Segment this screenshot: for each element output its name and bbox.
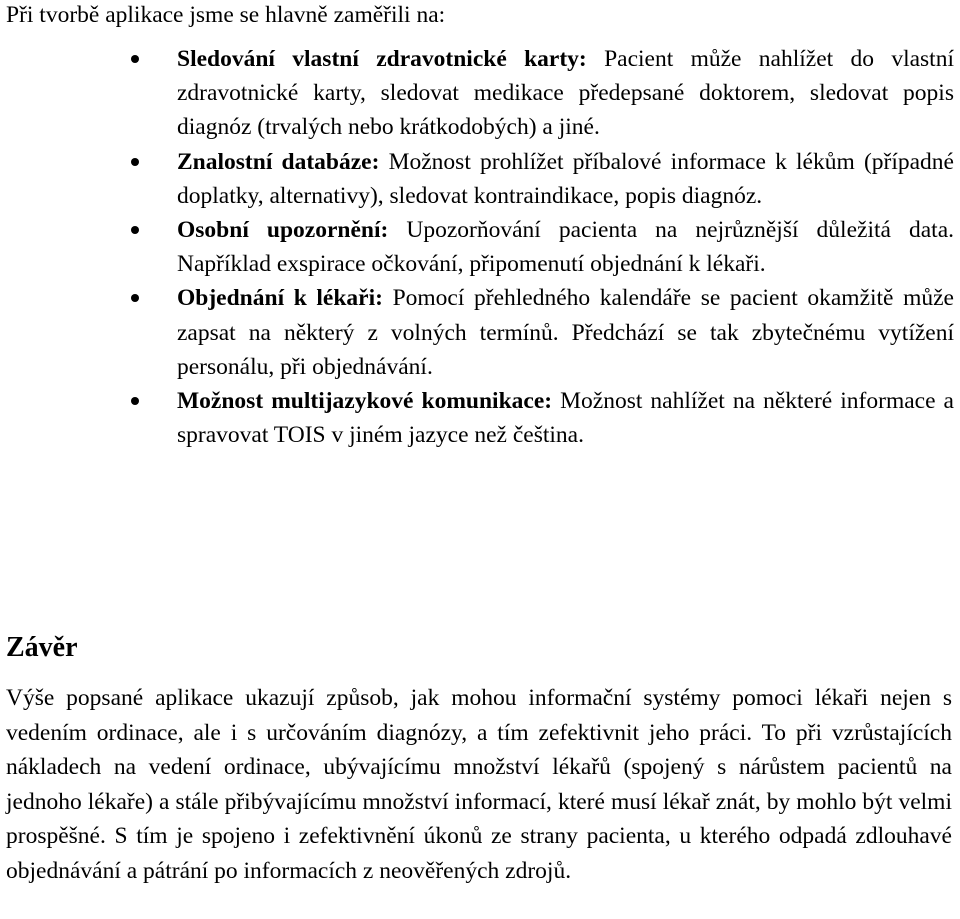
conclusion-heading: Závěr	[6, 632, 78, 663]
feature-description: Možnost prohlížet příbalové informace k lékům (případné doplatky, alternativy), sledovat kontraindikace, popis diagnóz.	[177, 148, 954, 209]
feature-term: Možnost multijazykové komunikace:	[177, 388, 561, 415]
feature-list	[0, 42, 960, 452]
feature-description: Pacient může nahlížet do vlastní zdravotnické karty, sledovat medikace předepsané doktorem, sledovat popis diagnóz (trvalých nebo krátkodobých) a jiné.	[177, 46, 954, 141]
feature-item	[0, 281, 954, 384]
bullet-icon	[131, 158, 139, 166]
bullet-icon	[131, 226, 139, 234]
conclusion-paragraph: Výše popsané aplikace ukazují způsob, jak mohou informační systémy pomoci lékaři nejen s vedením ordinace, ale i s určováním diagnózy, a tím zefektivnit jeho práci. To při vzrůstajících nákladech na vedení ordinace, ubývajícímu množství lékařů (spojený s nárůstem pacientů na jednoho lékaře) a stále přibývajícímu množství informací, které musí lékař znát, by mohlo být velmi prospěšné. S tím je spojeno i zefektivnění úkonů ze strany pacienta, u kterého odpadá zdlouhavé objednávání a pátrání po informacích z neověřených zdrojů.	[6, 685, 952, 884]
feature-item	[0, 42, 954, 145]
bullet-icon	[131, 294, 139, 302]
feature-description: Možnost nahlížet na některé informace a spravovat TOIS v jiném jazyce než čeština.	[177, 388, 954, 449]
feature-term: Sledování vlastní zdravotnické karty:	[177, 46, 605, 72]
feature-description: Pomocí přehledného kalendáře se pacient okamžitě může zapsat na některý z volných termínů. Předchází se tak zbytečnému vytížení personálu, při objednávání.	[177, 285, 954, 380]
feature-item	[0, 145, 954, 213]
feature-term: Znalostní databáze:	[177, 148, 389, 175]
feature-description: Upozorňování pacienta na nejrůznější důležitá data. Například exspirace očkování, připomenutí objednání k lékaři.	[177, 217, 954, 278]
bullet-icon	[131, 55, 139, 63]
bullet-icon	[131, 397, 139, 405]
feature-item	[0, 384, 954, 452]
feature-item	[0, 213, 954, 281]
feature-term: Objednání k lékaři:	[177, 285, 393, 312]
feature-term: Osobní upozornění:	[177, 217, 407, 244]
intro-text: Při tvorbě aplikace jsme se hlavně zaměřili na:	[6, 2, 446, 28]
